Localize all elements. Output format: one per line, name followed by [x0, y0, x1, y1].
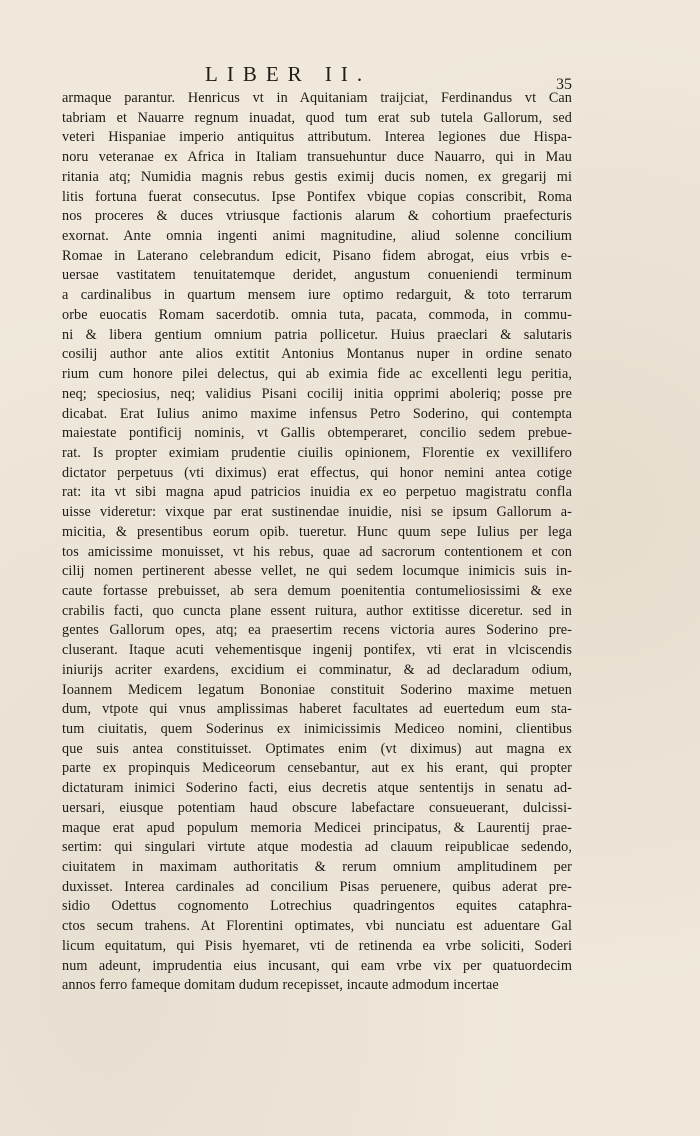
text-line: orbe euocatis Romam sacerdotib. omnia tuta, pacata, commoda, in commu-	[62, 306, 572, 323]
text-line: armaque parantur. Henricus vt in Aquitaniam traijciat, Ferdinandus vt Can	[62, 90, 572, 106]
text-line: ni & libera gentium omnium patria pollicetur. Huius praeclari & salutaris	[62, 326, 572, 343]
text-line: parte ex propinquis Mediceorum censebantur, aut ex his erant, qui propter	[62, 760, 572, 777]
text-line: cosilij author ante alios extitit Antonius Montanus nuper in ordine senato	[62, 346, 572, 363]
text-line: dum, vtpote qui vnus amplissimas haberet facultates ad euertedum eum sta-	[62, 701, 572, 718]
text-line: iniurijs acriter exardens, excidium ei comminatur, & ad declaradum odium,	[62, 661, 572, 678]
text-line: ciuitatem in maximam authoritatis & rerum omnium amplitudinem per	[62, 859, 572, 876]
text-line: Ioannem Medicem legatum Bononiae constituit Soderino maxime metuen	[62, 681, 572, 698]
text-line: veteri Hispaniae imperio antiquitus attributum. Interea legiones due Hispa-	[62, 129, 572, 146]
text-line: neq; speciosius, neq; validius Pisani cocilij initia opprimi aboleriq; posse pre	[62, 385, 572, 402]
text-line: uisse videretur: vixque par erat sustinendae inuidie, nisi se ipsum Gallorum a-	[62, 504, 572, 521]
text-line: exornat. Ante omnia ingenti animi magnitudine, aliud solenne concilium	[62, 228, 572, 245]
text-line: licum equitatum, qui Pisis hyemaret, vti de retinenda ea vrbe soliciti, Soderi	[62, 937, 572, 954]
page-number: 35	[556, 76, 572, 93]
text-line: Romae in Laterano celebrandum edicit, Pisano fidem abrogat, eius vrbis e-	[62, 247, 572, 264]
text-line: uersae vastitatem tenuitatemque deridet, angustum conueniendi terminum	[62, 267, 572, 284]
text-line: tos amicissime monuisset, vt his rebus, quae ad sacrorum contentionem et con	[62, 543, 572, 560]
text-line: dicabat. Erat Iulius animo maxime infensus Petro Soderino, qui contempta	[62, 405, 572, 422]
text-line: duxisset. Interea cardinales ad concilium Pisas peruenere, quibus aderat pre-	[62, 878, 572, 895]
text-line: gentes Gallorum opes, atq; ea praesertim recens victoria aures Soderino pre-	[62, 622, 572, 639]
text-line: caute fortasse prebuisset, ab sera demum poenitentia contumeliosissimi & exe	[62, 582, 572, 599]
text-line: uersari, eiusque potentiam haud obscure labefactare consueuerant, dulcissi-	[62, 799, 572, 816]
text-line: sidio Odettus cognomento Lotrechius quadringentos equites cataphra-	[62, 898, 572, 915]
text-line: que suis antea constituisset. Optimates enim (vt diximus) aut magna ex	[62, 740, 572, 757]
text-line: ctos secum trahens. At Florentini optimates, vbi nunciatu est aduentare Gal	[62, 918, 572, 935]
text-line: sertim: qui singulari virtute atque modestia ad clauum reipublicae sedendo,	[62, 839, 572, 856]
text-line: micitia, & presentibus eorum opib. tueretur. Hunc quum sepe Iulius per lega	[62, 523, 572, 540]
text-line: crabilis facti, quo cuncta plane essent ruitura, author extitisse diceretur. sed in	[62, 602, 572, 619]
text-line: dictator perpetuus (vti diximus) erat effectus, qui honor nemini antea cotige	[62, 464, 572, 481]
body-text	[62, 89, 572, 996]
text-line: cluserant. Itaque acuti vehementisque ingenij pontifex, vti erat in vlciscendis	[62, 642, 572, 659]
text-line: tum ciuitatis, quem Soderinus ex inimicissimis Mediceo nomini, clientibus	[62, 721, 572, 737]
text-line: litis fortuna fuerat consecutus. Ipse Pontifex vbique copias conscribit, Roma	[62, 188, 572, 205]
text-line: maiestate pontificij nominis, vt Gallis obtemperaret, concilio sedem prebue-	[62, 425, 572, 442]
text-line: nos proceres & duces vtriusque factionis alarum & cohortium praefecturis	[62, 208, 572, 225]
text-line: rium cum honore pilei delectus, qui ab eximia fide ac excellenti legu peritia,	[62, 366, 572, 383]
text-line: noru veteranae ex Africa in Italiam transuehuntur duce Nauarro, qui in Mau	[62, 149, 572, 166]
text-line: rat: ita vt sibi magna apud patricios inuidia ex eo perpetuo magistratu confla	[62, 484, 572, 501]
text-line: dictaturam inimici Soderino facti, eius decretis atque sententijs in senatu ad-	[62, 780, 572, 797]
text-line: cilij nomen pertinerent abesse vellet, ne qui sedem locumque inimicis suis in-	[62, 563, 572, 580]
text-line: rat. Is propter eximiam prudentie ciuilis opinionem, Florentie ex vexillifero	[62, 444, 572, 461]
text-line: a cardinalibus in quartum mensem iure optimo redarguit, & toto terrarum	[62, 287, 572, 304]
running-head: LIBER II.	[205, 62, 372, 86]
text-line: maque erat apud populum memoria Medicei principatus, & Laurentij prae-	[62, 819, 572, 836]
text-line: num adeunt, imprudentia eius incusant, qui eam vrbe vix per quatuordecim	[62, 957, 572, 974]
text-line: annos ferro fameque domitam dudum recepisset, incaute admodum incertae	[62, 977, 499, 994]
text-line: tabriam et Nauarre regnum inuadat, quod tum erat sub tutela Gallorum, sed	[62, 109, 572, 126]
text-line: ritania atq; Numidia magnis rebus gestis eximij ducis nomen, ex gregarij mi	[62, 168, 572, 185]
